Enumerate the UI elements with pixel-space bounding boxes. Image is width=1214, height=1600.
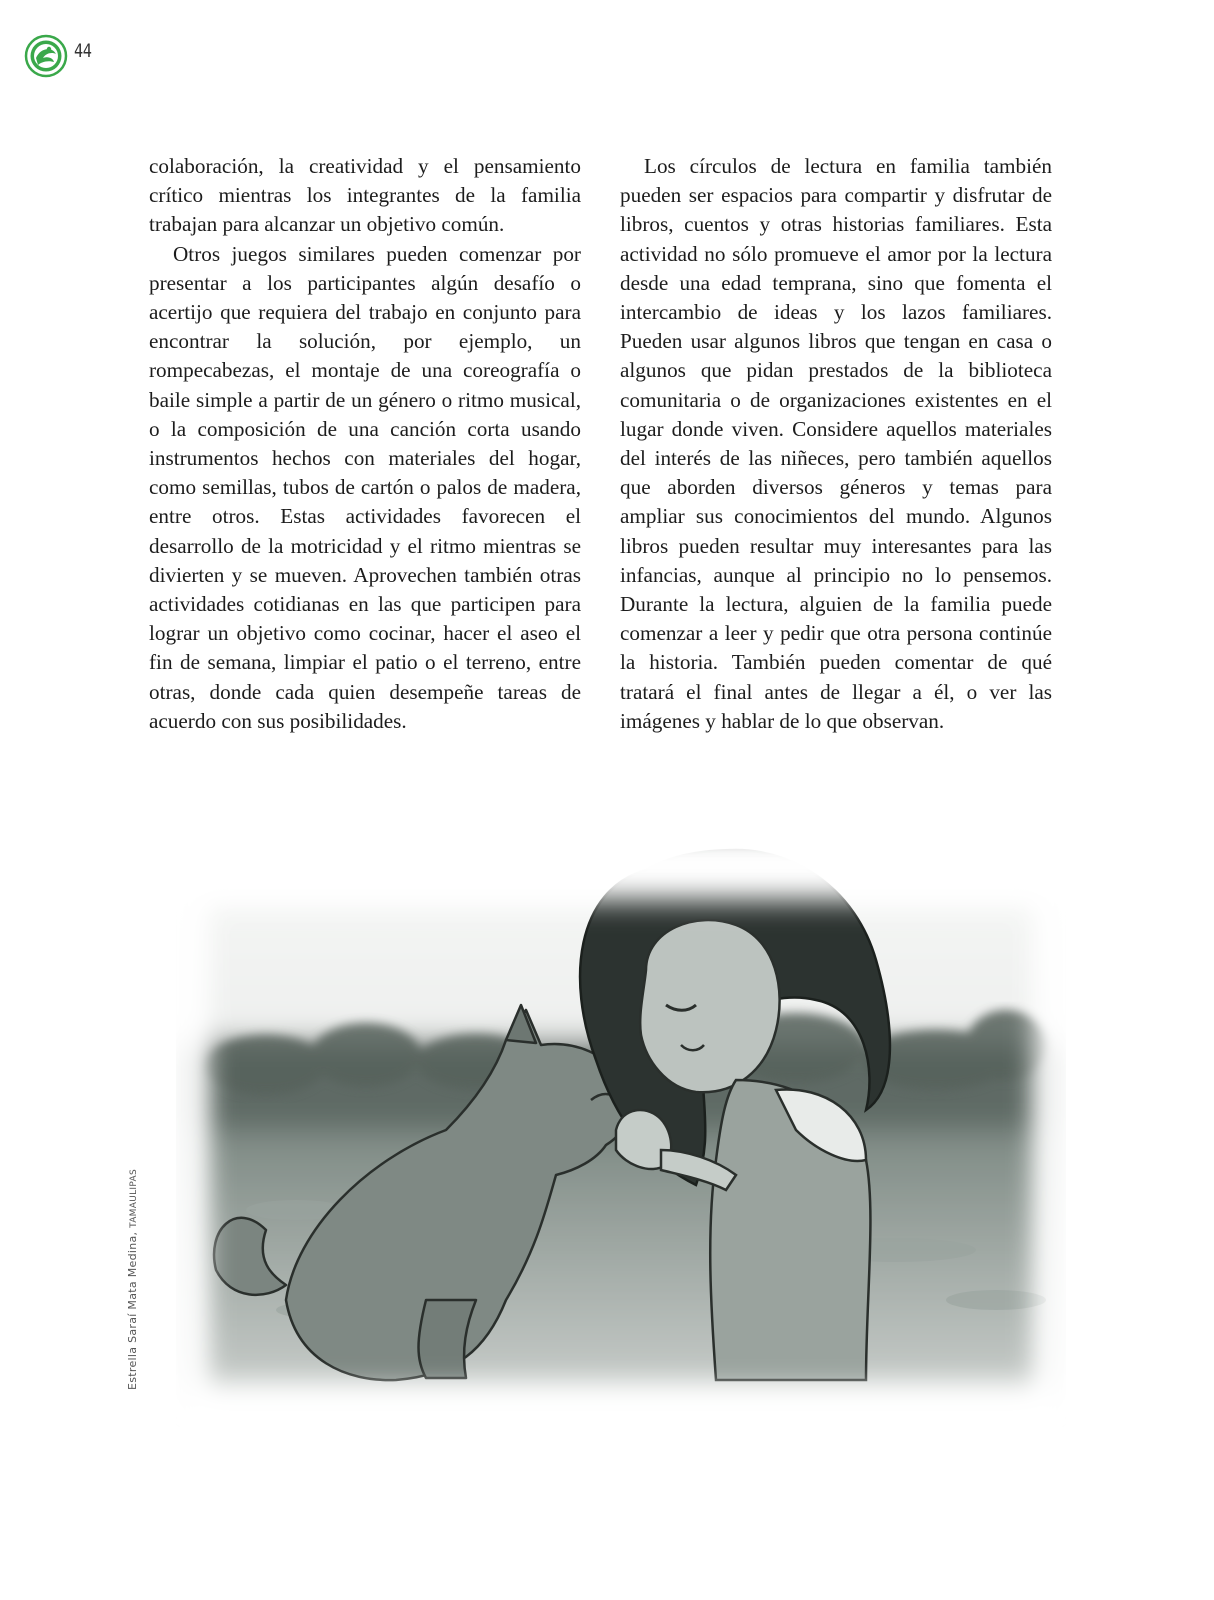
paragraph: colaboración, la creatividad y el pensamiento crítico mientras los integrantes de la familia trabajan para alcanzar un objetivo común. bbox=[149, 154, 581, 237]
logo-emblem-icon bbox=[24, 34, 68, 78]
credit-author: Estrella Saraí Mata Medina, bbox=[126, 1231, 139, 1390]
credit-place: TAMAULIPAS bbox=[129, 1169, 139, 1228]
illustration-credit bbox=[126, 1169, 139, 1390]
page-number: 44 bbox=[74, 40, 92, 62]
paragraph: Otros juegos similares pueden comenzar por presentar a los participantes algún desafío o acertijo que requiera del trabajo en conjunto para encontrar la solución, por ejemplo, un rompecabezas, el montaje de una coreografía o baile simple a partir de un género o ritmo musical, o la composición de una canción corta usando instrumentos hechos con materiales del hogar, como semillas, tubos de cartón o palos de madera, entre otros. Estas actividades favorecen el desarrollo de la motricidad y el ritmo mientras se divierten y se mueven. Aprovechen también otras actividades cotidianas en las que participen para lograr un objetivo como cocinar, hacer el aseo el fin de semana, limpiar el patio o el terreno, entre otras, donde cada quien desempeñe tareas de acuerdo con sus posibilidades. bbox=[149, 241, 581, 733]
right-text-column bbox=[620, 152, 1052, 736]
girl-and-dog-illustration bbox=[176, 830, 1066, 1440]
paragraph: Los círculos de lectura en familia también pueden ser espacios para compartir y disfrutar de libros, cuentos y otras historias familiares. Esta actividad no sólo promueve el amor por la lectura desde una edad temprana, sino que fomenta el intercambio de ideas y los lazos familiares. Pueden usar algunos libros que tengan en casa o algunos que pidan prestados de la biblioteca comunitaria o de organizaciones existentes en el lugar donde viven. Considere aquellos materiales del interés de las niñeces, pero también aquellos que aborden diversos géneros y temas para ampliar sus conocimientos del mundo. Algunos libros pueden resultar muy interesantes para las infancias, aunque al principio no lo pensemos. Durante la lectura, alguien de la familia puede comenzar a leer y pedir que otra persona continúe la historia. También pueden comentar de qué tratará el final antes de llegar a él, o ver las imágenes y hablar de lo que observan. bbox=[620, 154, 1052, 733]
left-text-column bbox=[149, 152, 581, 736]
